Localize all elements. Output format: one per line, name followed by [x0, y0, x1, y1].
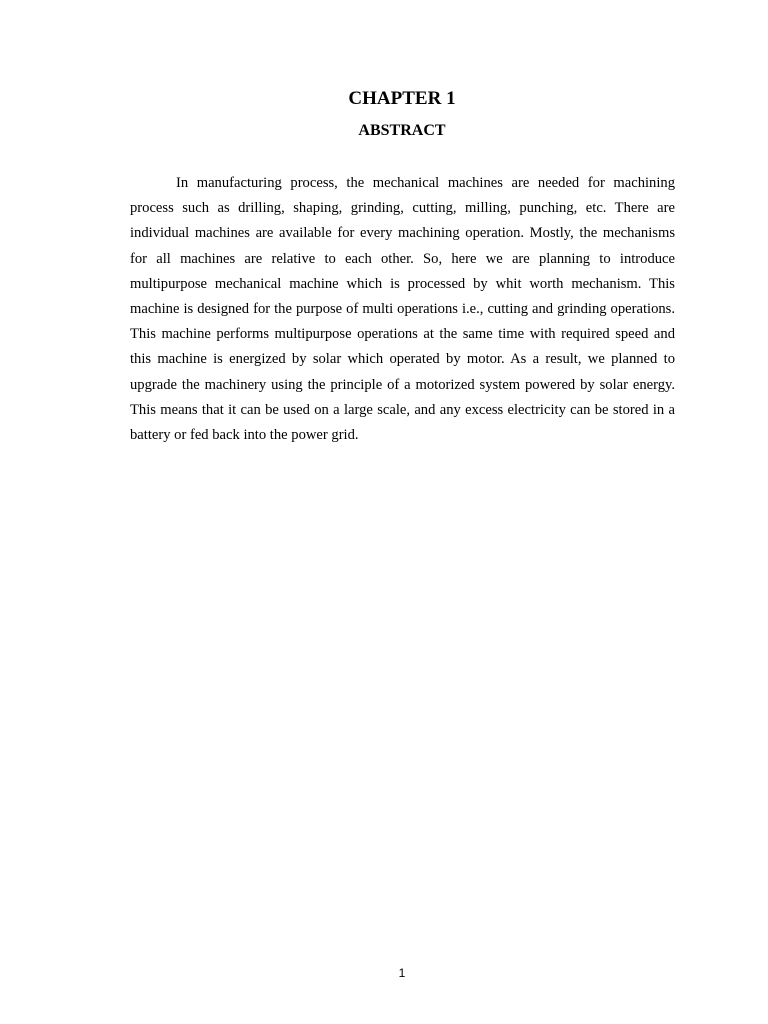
abstract-heading: ABSTRACT	[358, 122, 446, 139]
page-number: 1	[398, 966, 406, 980]
abstract-paragraph: In manufacturing process, the mechanical machines are needed for machining process such as drilling, shaping, grinding, cutting, milling, punching, etc. There are individual machines are available for every machining operation. Mostly, the mechanisms for all machines are relative to each other. So, here we are planning to introduce multipurpose mechanical machine which is processed by whit worth mechanism. This machine is designed for the purpose of multi operations i.e., cutting and grinding operations. This machine performs multipurpose operations at the same time with required speed and this machine is energized by solar which operated by motor. As a result, we planned to upgrade the machinery using the principle of a motorized system powered by solar energy. This means that it can be used on a large scale, and any excess electricity can be stored in a battery or fed back into the power grid.	[130, 175, 675, 444]
chapter-heading: CHAPTER 1	[348, 88, 456, 109]
